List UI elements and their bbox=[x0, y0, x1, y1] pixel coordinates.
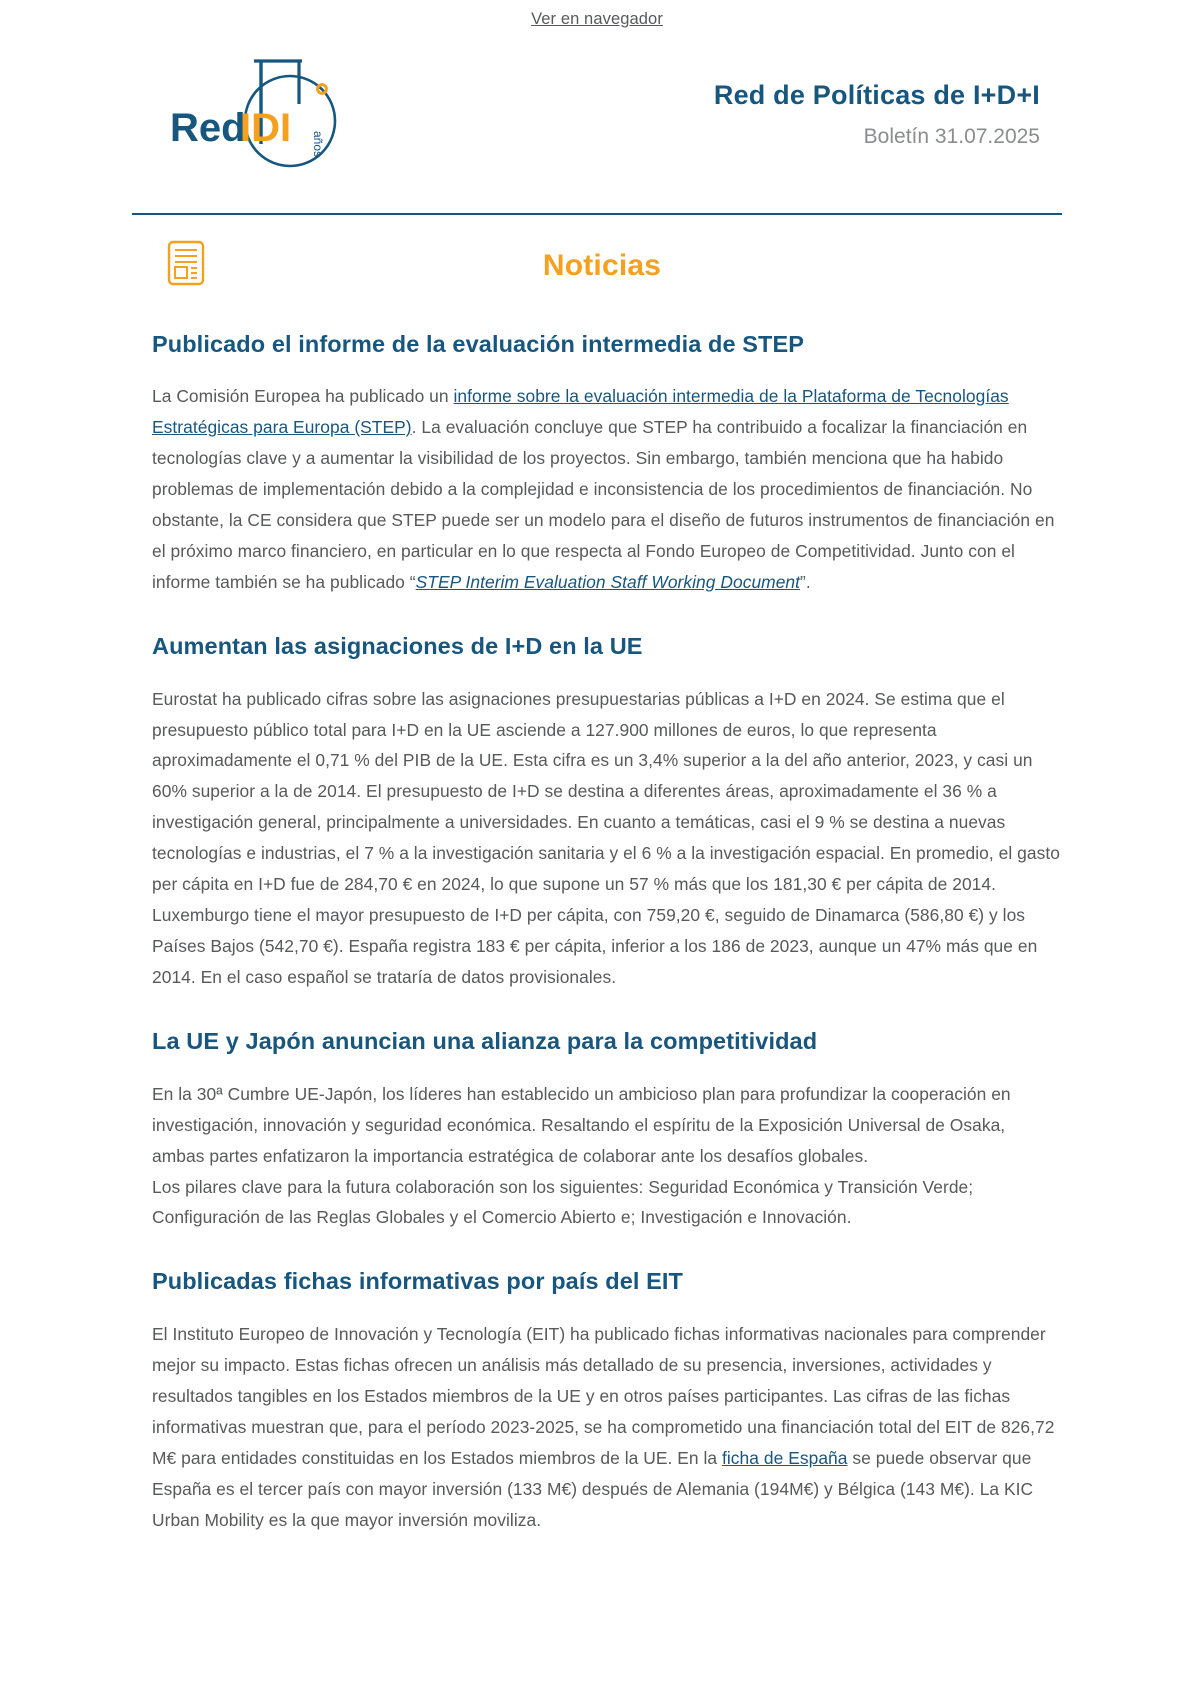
section-title-cell bbox=[262, 249, 1062, 283]
article-body: El Instituto Europeo de Innovación y Tecnología (EIT) ha publicado fichas informativas nacionales para comprender mejor su impacto. Estas fichas ofrecen un análisis más detallado de su presencia, inversiones, actividades y resultados tangibles en los Estados miembros de la UE y en otros países participantes. Las cifras de las fichas informativas muestran que, para el período 2023-2025, se ha comprometido una financiación total del EIT de 826,72 M€ para entidades constituidas en los Estados miembros de la UE. En la ficha de España se puede observar que España es el tercer país con mayor inversión (133 M€) después de Alemania (194M€) y Bélgica (143 M€). La KIC Urban Mobility es la que mayor inversión moviliza. bbox=[152, 1323, 1055, 1530]
view-in-browser-link[interactable]: Ver en navegador bbox=[531, 10, 663, 28]
article-inline-link[interactable]: ficha de España bbox=[722, 1447, 848, 1468]
section-title: Noticias bbox=[542, 248, 662, 282]
svg-text:Red: Red bbox=[170, 106, 246, 150]
article-heading: Aumentan las asignaciones de I+D en la UE bbox=[152, 633, 643, 660]
article-fichas-eit bbox=[152, 1267, 1062, 1535]
article-body: Los pilares clave para la futura colaboración son los siguientes: Seguridad Económica y Transición Verde; Configuración de las Reglas Globales y el Comercio Abierto e; Investigación e Innovación. bbox=[152, 1176, 974, 1228]
article-asignaciones-id bbox=[152, 632, 1062, 993]
article-body: La Comisión Europea ha publicado un informe sobre la evaluación intermedia de la Plataforma de Tecnologías Estratégicas para Europa (STEP). La evaluación concluye que STEP ha contribuido a focalizar la financiación en tecnologías clave y a aumentar la visibilidad de los proyectos. Sin embargo, también menciona que ha habido problemas de implementación debido a la complejidad e inconsistencia de los procedimientos de financiación. No obstante, la CE considera que STEP puede ser un modelo para el diseño de futuros instrumentos de financiación en el próximo marco financiero, en particular en lo que respecta al Fondo Europeo de Competitividad. Junto con el informe también se ha publicado “STEP Interim Evaluation Staff Working Document”. bbox=[152, 386, 1055, 593]
article-inline-link[interactable]: informe sobre la evaluación intermedia de la Plataforma de Tecnologías Estratégicas para Europa (STEP) bbox=[152, 386, 1009, 438]
article-ue-japon bbox=[152, 1027, 1062, 1233]
newspaper-icon bbox=[162, 276, 214, 293]
section-header-noticias bbox=[0, 215, 1194, 304]
svg-text:años: años bbox=[311, 131, 325, 158]
preheader bbox=[0, 0, 1194, 35]
article-inline-link[interactable]: STEP Interim Evaluation Staff Working Document bbox=[415, 572, 801, 593]
articles-container bbox=[0, 304, 1194, 1576]
newsletter-issue-date: Boletín 31.07.2025 bbox=[863, 124, 1040, 148]
svg-text:IDI: IDI bbox=[240, 106, 292, 150]
newsletter-title: Red de Políticas de I+D+I bbox=[713, 80, 1040, 111]
article-step bbox=[152, 330, 1062, 598]
header-title-cell bbox=[462, 79, 1062, 149]
email-header bbox=[0, 35, 1194, 179]
article-heading: La UE y Japón anuncian una alianza para la competitividad bbox=[152, 1028, 818, 1055]
article-body: En la 30ª Cumbre UE-Japón, los líderes han establecido un ambicioso plan para profundizar la cooperación en investigación, innovación y seguridad económica. Resaltando el espíritu de la Exposición Universal de Osaka, ambas partes enfatizaron la importancia estratégica de colaborar ante los desafíos globales. bbox=[152, 1083, 1011, 1166]
logo-cell bbox=[132, 49, 462, 179]
article-body: Eurostat ha publicado cifras sobre las asignaciones presupuestarias públicas a I+D en 2024. Se estima que el presupuesto público total para I+D en la UE asciende a 127.900 millones de euros, lo que representa aproximadamente el 0,71 % del PIB de la UE. Esta cifra es un 3,4% superior a la del año anterior, 2023, y casi un 60% superior a la de 2014. El presupuesto de I+D se destina a diferentes áreas, aproximadamente el 36 % a investigación general, principalmente a universidades. En cuanto a temáticas, casi el 9 % se destina a nuevas tecnologías e industrias, el 7 % a la investigación sanitaria y el 6 % a la investigación espacial. En promedio, el gasto per cápita en I+D fue de 284,70 € en 2024, lo que supone un 57 % más que los 181,30 € per cápita de 2014. Luxemburgo tiene el mayor presupuesto de I+D per cápita, con 759,20 €, seguido de Dinamarca (586,80 €) y los Países Bajos (542,70 €). España registra 183 € per cápita, inferior a los 186 de 2023, aunque un 47% más que en 2014. En el caso español se trataría de datos provisionales. bbox=[152, 688, 1060, 988]
redidi-logo bbox=[162, 49, 362, 179]
article-heading: Publicado el informe de la evaluación intermedia de STEP bbox=[152, 331, 805, 357]
section-icon-cell bbox=[132, 237, 262, 294]
article-heading: Publicadas fichas informativas por país del EIT bbox=[152, 1268, 683, 1295]
